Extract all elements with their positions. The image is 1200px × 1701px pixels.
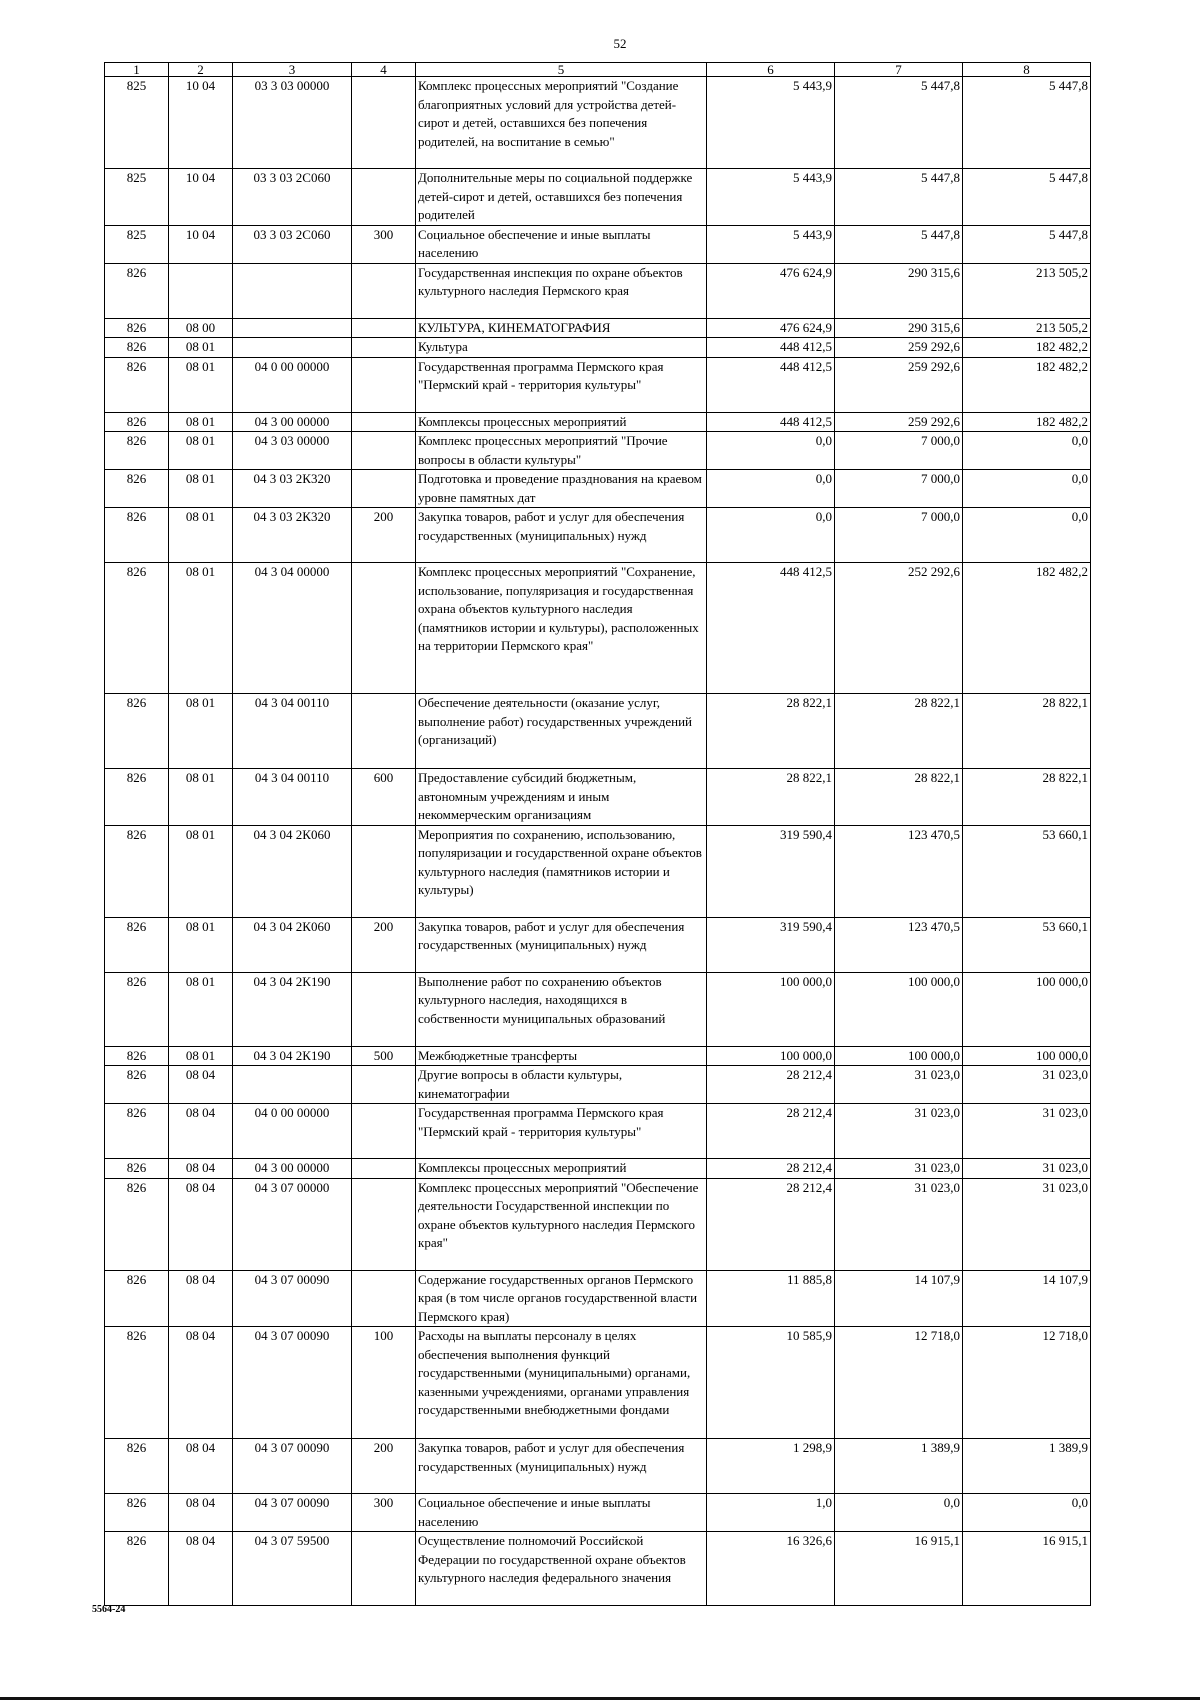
cell-subsection: 08 04 — [169, 1270, 233, 1327]
cell-subsection: 08 04 — [169, 1104, 233, 1159]
cell-section-code: 826 — [105, 263, 169, 318]
cell-amount-year-2: 5 447,8 — [835, 77, 963, 169]
cell-description: Государственная инспекция по охране объектов культурного наследия Пермского края — [416, 263, 707, 318]
cell-amount-year-1: 476 624,9 — [707, 318, 835, 338]
cell-target-article: 04 0 00 00000 — [233, 1104, 352, 1159]
cell-description: КУЛЬТУРА, КИНЕМАТОГРАФИЯ — [416, 318, 707, 338]
table-row — [105, 769, 1091, 826]
cell-amount-year-2: 123 470,5 — [835, 825, 963, 917]
cell-amount-year-3: 182 482,2 — [963, 338, 1091, 358]
cell-amount-year-1: 476 624,9 — [707, 263, 835, 318]
cell-amount-year-2: 100 000,0 — [835, 972, 963, 1046]
cell-description: Предоставление субсидий бюджетным, автономным учреждениям и иным некоммерческим организациям — [416, 769, 707, 826]
column-header-6: 6 — [707, 63, 835, 77]
cell-amount-year-2: 259 292,6 — [835, 338, 963, 358]
cell-amount-year-1: 448 412,5 — [707, 357, 835, 412]
cell-description: Комплекс процессных мероприятий "Прочие вопросы в области культуры" — [416, 432, 707, 470]
cell-subsection: 08 04 — [169, 1532, 233, 1606]
cell-section-code: 826 — [105, 917, 169, 972]
cell-amount-year-1: 5 443,9 — [707, 77, 835, 169]
cell-expense-type — [352, 563, 416, 694]
cell-amount-year-1: 319 590,4 — [707, 917, 835, 972]
cell-subsection: 08 00 — [169, 318, 233, 338]
cell-target-article — [233, 338, 352, 358]
cell-description: Комплексы процессных мероприятий — [416, 412, 707, 432]
cell-amount-year-3: 31 023,0 — [963, 1178, 1091, 1270]
cell-amount-year-3: 16 915,1 — [963, 1532, 1091, 1606]
cell-description: Государственная программа Пермского края "Пермский край - территория культуры" — [416, 357, 707, 412]
cell-amount-year-3: 100 000,0 — [963, 1046, 1091, 1066]
cell-target-article: 04 3 07 00000 — [233, 1178, 352, 1270]
cell-expense-type: 600 — [352, 769, 416, 826]
cell-section-code: 826 — [105, 1104, 169, 1159]
cell-subsection: 10 04 — [169, 77, 233, 169]
cell-amount-year-2: 259 292,6 — [835, 357, 963, 412]
cell-section-code: 825 — [105, 225, 169, 263]
cell-subsection: 08 01 — [169, 412, 233, 432]
cell-amount-year-1: 5 443,9 — [707, 169, 835, 226]
table-row — [105, 225, 1091, 263]
table-row — [105, 972, 1091, 1046]
cell-section-code: 826 — [105, 412, 169, 432]
column-header-7: 7 — [835, 63, 963, 77]
cell-section-code: 826 — [105, 318, 169, 338]
table-row — [105, 917, 1091, 972]
cell-description: Закупка товаров, работ и услуг для обеспечения государственных (муниципальных) нужд — [416, 917, 707, 972]
bottom-rule — [0, 1697, 1200, 1700]
cell-amount-year-3: 5 447,8 — [963, 169, 1091, 226]
cell-subsection: 10 04 — [169, 225, 233, 263]
cell-section-code: 825 — [105, 77, 169, 169]
cell-amount-year-1: 16 326,6 — [707, 1532, 835, 1606]
cell-section-code: 826 — [105, 1046, 169, 1066]
table-row — [105, 263, 1091, 318]
cell-subsection: 08 01 — [169, 357, 233, 412]
cell-description: Мероприятия по сохранению, использованию, популяризации и государственной охране объектов культурного наследия (памятников истории и культуры) — [416, 825, 707, 917]
cell-amount-year-1: 319 590,4 — [707, 825, 835, 917]
table-row — [105, 508, 1091, 563]
cell-expense-type: 300 — [352, 225, 416, 263]
cell-section-code: 826 — [105, 1439, 169, 1494]
cell-target-article: 03 3 03 00000 — [233, 77, 352, 169]
cell-target-article: 04 3 04 00110 — [233, 769, 352, 826]
table-row — [105, 470, 1091, 508]
table-row — [105, 825, 1091, 917]
cell-section-code: 826 — [105, 1532, 169, 1606]
cell-subsection: 08 01 — [169, 769, 233, 826]
cell-target-article: 04 3 00 00000 — [233, 412, 352, 432]
table-row — [105, 1178, 1091, 1270]
cell-amount-year-1: 28 212,4 — [707, 1104, 835, 1159]
cell-amount-year-1: 0,0 — [707, 432, 835, 470]
table-row — [105, 1532, 1091, 1606]
cell-section-code: 826 — [105, 769, 169, 826]
cell-target-article: 04 3 07 00090 — [233, 1327, 352, 1439]
cell-description: Дополнительные меры по социальной поддержке детей-сирот и детей, оставшихся без попечения родителей — [416, 169, 707, 226]
cell-amount-year-2: 28 822,1 — [835, 769, 963, 826]
table-row — [105, 1270, 1091, 1327]
cell-amount-year-2: 123 470,5 — [835, 917, 963, 972]
column-header-3: 3 — [233, 63, 352, 77]
cell-amount-year-3: 31 023,0 — [963, 1066, 1091, 1104]
column-header-2: 2 — [169, 63, 233, 77]
cell-amount-year-3: 0,0 — [963, 1494, 1091, 1532]
cell-subsection: 08 04 — [169, 1178, 233, 1270]
cell-description: Выполнение работ по сохранению объектов культурного наследия, находящихся в собственности муниципальных образований — [416, 972, 707, 1046]
cell-expense-type — [352, 263, 416, 318]
cell-amount-year-1: 448 412,5 — [707, 338, 835, 358]
cell-description: Закупка товаров, работ и услуг для обеспечения государственных (муниципальных) нужд — [416, 508, 707, 563]
cell-section-code: 826 — [105, 972, 169, 1046]
cell-amount-year-2: 7 000,0 — [835, 432, 963, 470]
cell-target-article — [233, 1066, 352, 1104]
cell-amount-year-3: 0,0 — [963, 470, 1091, 508]
column-header-8: 8 — [963, 63, 1091, 77]
cell-section-code: 826 — [105, 1178, 169, 1270]
budget-table-body — [105, 77, 1091, 1606]
cell-subsection: 08 01 — [169, 432, 233, 470]
cell-amount-year-1: 448 412,5 — [707, 412, 835, 432]
cell-description: Межбюджетные трансферты — [416, 1046, 707, 1066]
cell-section-code: 826 — [105, 338, 169, 358]
cell-subsection: 08 01 — [169, 694, 233, 769]
cell-amount-year-3: 31 023,0 — [963, 1159, 1091, 1179]
cell-amount-year-2: 100 000,0 — [835, 1046, 963, 1066]
cell-expense-type: 200 — [352, 1439, 416, 1494]
cell-description: Подготовка и проведение празднования на краевом уровне памятных дат — [416, 470, 707, 508]
cell-amount-year-3: 31 023,0 — [963, 1104, 1091, 1159]
cell-target-article: 04 3 04 2К190 — [233, 1046, 352, 1066]
cell-subsection: 08 04 — [169, 1159, 233, 1179]
cell-target-article: 04 3 00 00000 — [233, 1159, 352, 1179]
cell-amount-year-1: 100 000,0 — [707, 1046, 835, 1066]
cell-amount-year-3: 53 660,1 — [963, 825, 1091, 917]
cell-amount-year-3: 5 447,8 — [963, 77, 1091, 169]
cell-expense-type — [352, 470, 416, 508]
cell-amount-year-1: 28 212,4 — [707, 1159, 835, 1179]
cell-expense-type — [352, 318, 416, 338]
cell-description: Содержание государственных органов Пермского края (в том числе органов государственной власти Пермского края) — [416, 1270, 707, 1327]
cell-section-code: 825 — [105, 169, 169, 226]
cell-amount-year-3: 182 482,2 — [963, 563, 1091, 694]
cell-amount-year-2: 0,0 — [835, 1494, 963, 1532]
cell-expense-type — [352, 825, 416, 917]
cell-amount-year-2: 5 447,8 — [835, 225, 963, 263]
cell-expense-type: 500 — [352, 1046, 416, 1066]
cell-amount-year-3: 5 447,8 — [963, 225, 1091, 263]
cell-section-code: 826 — [105, 1066, 169, 1104]
cell-amount-year-1: 28 822,1 — [707, 769, 835, 826]
cell-amount-year-1: 5 443,9 — [707, 225, 835, 263]
cell-description: Комплекс процессных мероприятий "Создание благоприятных условий для устройства детей-сирот и детей, оставшихся без попечения родителей, на воспитание в семью" — [416, 77, 707, 169]
column-header-1: 1 — [105, 63, 169, 77]
cell-target-article: 04 3 07 00090 — [233, 1270, 352, 1327]
cell-description: Комплексы процессных мероприятий — [416, 1159, 707, 1179]
cell-expense-type — [352, 77, 416, 169]
cell-expense-type: 300 — [352, 1494, 416, 1532]
cell-target-article: 04 3 03 2К320 — [233, 470, 352, 508]
cell-description: Культура — [416, 338, 707, 358]
cell-target-article — [233, 318, 352, 338]
page-number: 52 — [613, 36, 627, 51]
cell-amount-year-1: 1,0 — [707, 1494, 835, 1532]
table-row — [105, 694, 1091, 769]
cell-target-article: 04 3 04 00110 — [233, 694, 352, 769]
cell-amount-year-2: 31 023,0 — [835, 1066, 963, 1104]
cell-expense-type — [352, 338, 416, 358]
cell-subsection: 08 01 — [169, 1046, 233, 1066]
cell-subsection — [169, 263, 233, 318]
cell-section-code: 826 — [105, 1327, 169, 1439]
cell-target-article: 04 3 04 2К190 — [233, 972, 352, 1046]
table-row — [105, 1439, 1091, 1494]
cell-amount-year-1: 28 212,4 — [707, 1178, 835, 1270]
cell-amount-year-3: 12 718,0 — [963, 1327, 1091, 1439]
cell-amount-year-2: 290 315,6 — [835, 318, 963, 338]
table-row — [105, 1327, 1091, 1439]
column-number-header — [105, 63, 1091, 77]
cell-amount-year-1: 1 298,9 — [707, 1439, 835, 1494]
cell-target-article: 04 3 07 59500 — [233, 1532, 352, 1606]
table-row — [105, 412, 1091, 432]
cell-subsection: 08 04 — [169, 1494, 233, 1532]
cell-subsection: 08 01 — [169, 338, 233, 358]
cell-section-code: 826 — [105, 357, 169, 412]
cell-target-article — [233, 263, 352, 318]
cell-expense-type: 200 — [352, 917, 416, 972]
cell-subsection: 08 04 — [169, 1439, 233, 1494]
cell-expense-type — [352, 169, 416, 226]
cell-expense-type: 200 — [352, 508, 416, 563]
cell-amount-year-1: 0,0 — [707, 470, 835, 508]
cell-amount-year-2: 7 000,0 — [835, 508, 963, 563]
cell-amount-year-2: 16 915,1 — [835, 1532, 963, 1606]
table-row — [105, 432, 1091, 470]
cell-amount-year-1: 448 412,5 — [707, 563, 835, 694]
cell-expense-type — [352, 412, 416, 432]
cell-target-article: 04 3 07 00090 — [233, 1494, 352, 1532]
cell-subsection: 10 04 — [169, 169, 233, 226]
cell-expense-type — [352, 1532, 416, 1606]
cell-amount-year-3: 53 660,1 — [963, 917, 1091, 972]
cell-section-code: 826 — [105, 563, 169, 694]
table-row — [105, 357, 1091, 412]
cell-amount-year-2: 12 718,0 — [835, 1327, 963, 1439]
table-row — [105, 169, 1091, 226]
table-row — [105, 563, 1091, 694]
cell-target-article: 03 3 03 2С060 — [233, 169, 352, 226]
cell-expense-type — [352, 432, 416, 470]
table-row — [105, 77, 1091, 169]
cell-amount-year-2: 28 822,1 — [835, 694, 963, 769]
cell-subsection: 08 01 — [169, 563, 233, 694]
column-header-4: 4 — [352, 63, 416, 77]
cell-subsection: 08 04 — [169, 1327, 233, 1439]
column-header-5: 5 — [416, 63, 707, 77]
cell-description: Другие вопросы в области культуры, кинематографии — [416, 1066, 707, 1104]
cell-description: Социальное обеспечение и иные выплаты населению — [416, 1494, 707, 1532]
cell-subsection: 08 01 — [169, 470, 233, 508]
cell-amount-year-2: 5 447,8 — [835, 169, 963, 226]
cell-subsection: 08 01 — [169, 508, 233, 563]
cell-amount-year-2: 252 292,6 — [835, 563, 963, 694]
cell-amount-year-3: 213 505,2 — [963, 263, 1091, 318]
cell-expense-type — [352, 694, 416, 769]
cell-amount-year-2: 31 023,0 — [835, 1178, 963, 1270]
cell-description: Закупка товаров, работ и услуг для обеспечения государственных (муниципальных) нужд — [416, 1439, 707, 1494]
cell-subsection: 08 01 — [169, 972, 233, 1046]
cell-target-article: 04 3 03 00000 — [233, 432, 352, 470]
cell-section-code: 826 — [105, 432, 169, 470]
cell-amount-year-3: 213 505,2 — [963, 318, 1091, 338]
table-row — [105, 338, 1091, 358]
cell-amount-year-3: 0,0 — [963, 508, 1091, 563]
cell-amount-year-2: 290 315,6 — [835, 263, 963, 318]
cell-subsection: 08 01 — [169, 917, 233, 972]
table-row — [105, 1159, 1091, 1179]
cell-amount-year-2: 14 107,9 — [835, 1270, 963, 1327]
cell-target-article: 04 3 04 2К060 — [233, 917, 352, 972]
table-row — [105, 318, 1091, 338]
cell-amount-year-3: 28 822,1 — [963, 769, 1091, 826]
cell-amount-year-2: 7 000,0 — [835, 470, 963, 508]
cell-subsection: 08 04 — [169, 1066, 233, 1104]
cell-expense-type — [352, 1104, 416, 1159]
cell-target-article: 04 3 04 2К060 — [233, 825, 352, 917]
cell-expense-type — [352, 357, 416, 412]
table-row — [105, 1104, 1091, 1159]
cell-target-article: 04 3 07 00090 — [233, 1439, 352, 1494]
cell-target-article: 04 3 04 00000 — [233, 563, 352, 694]
cell-amount-year-3: 28 822,1 — [963, 694, 1091, 769]
cell-expense-type — [352, 1159, 416, 1179]
document-code: 5564-24 — [92, 1604, 126, 1615]
cell-amount-year-3: 1 389,9 — [963, 1439, 1091, 1494]
cell-section-code: 826 — [105, 508, 169, 563]
cell-amount-year-1: 0,0 — [707, 508, 835, 563]
cell-expense-type — [352, 1066, 416, 1104]
cell-amount-year-1: 28 822,1 — [707, 694, 835, 769]
cell-description: Социальное обеспечение и иные выплаты населению — [416, 225, 707, 263]
cell-amount-year-1: 28 212,4 — [707, 1066, 835, 1104]
cell-amount-year-3: 182 482,2 — [963, 412, 1091, 432]
cell-amount-year-1: 100 000,0 — [707, 972, 835, 1046]
cell-target-article: 03 3 03 2С060 — [233, 225, 352, 263]
cell-description: Обеспечение деятельности (оказание услуг, выполнение работ) государственных учреждений (организаций) — [416, 694, 707, 769]
cell-amount-year-2: 31 023,0 — [835, 1159, 963, 1179]
cell-amount-year-3: 100 000,0 — [963, 972, 1091, 1046]
cell-amount-year-2: 31 023,0 — [835, 1104, 963, 1159]
cell-expense-type — [352, 972, 416, 1046]
cell-target-article: 04 3 03 2К320 — [233, 508, 352, 563]
cell-expense-type — [352, 1270, 416, 1327]
cell-section-code: 826 — [105, 470, 169, 508]
cell-amount-year-2: 1 389,9 — [835, 1439, 963, 1494]
cell-target-article: 04 0 00 00000 — [233, 357, 352, 412]
cell-description: Осуществление полномочий Российской Федерации по государственной охране объектов культурного наследия федерального значения — [416, 1532, 707, 1606]
cell-description: Расходы на выплаты персоналу в целях обеспечения выполнения функций государственными (муниципальными) органами, казенными учреждениями, органами управления государственными внебюджетными фондами — [416, 1327, 707, 1439]
cell-section-code: 826 — [105, 1494, 169, 1532]
cell-expense-type — [352, 1178, 416, 1270]
cell-amount-year-3: 182 482,2 — [963, 357, 1091, 412]
cell-section-code: 826 — [105, 1270, 169, 1327]
cell-amount-year-3: 14 107,9 — [963, 1270, 1091, 1327]
table-row — [105, 1046, 1091, 1066]
budget-table — [104, 62, 1091, 1606]
cell-subsection: 08 01 — [169, 825, 233, 917]
cell-description: Комплекс процессных мероприятий "Сохранение, использование, популяризация и государственная охрана объектов культурного наследия (памятников истории и культуры), расположенных на территории Пермского края" — [416, 563, 707, 694]
cell-section-code: 826 — [105, 694, 169, 769]
cell-section-code: 826 — [105, 1159, 169, 1179]
cell-expense-type: 100 — [352, 1327, 416, 1439]
table-row — [105, 1066, 1091, 1104]
cell-amount-year-3: 0,0 — [963, 432, 1091, 470]
cell-amount-year-2: 259 292,6 — [835, 412, 963, 432]
cell-amount-year-1: 10 585,9 — [707, 1327, 835, 1439]
cell-section-code: 826 — [105, 825, 169, 917]
cell-description: Государственная программа Пермского края "Пермский край - территория культуры" — [416, 1104, 707, 1159]
cell-description: Комплекс процессных мероприятий "Обеспечение деятельности Государственной инспекции по охране объектов культурного наследия Пермского края" — [416, 1178, 707, 1270]
table-row — [105, 1494, 1091, 1532]
cell-amount-year-1: 11 885,8 — [707, 1270, 835, 1327]
